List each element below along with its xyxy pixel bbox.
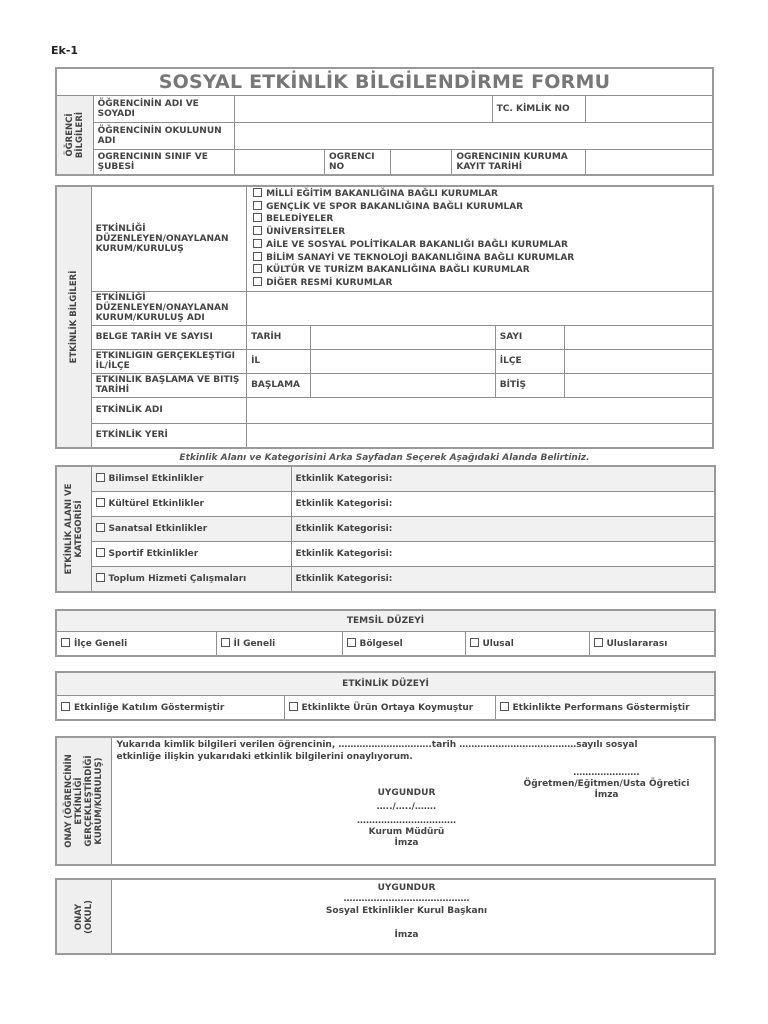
category-field[interactable]: Etkinlik Kategorisi: [291,466,715,491]
checkbox-icon[interactable] [500,702,509,711]
approval-institution-label: ONAY (ÖĞRENCİNİN ETKİNLİĞİ GERÇEKLEŞTİRDİĞİ KURUM/KURULUŞ) [56,737,111,865]
director-name-dots[interactable]: …………………………… [357,816,456,826]
registration-date-label: OGRENCININ KURUMA KAYIT TARİHİ [452,149,586,175]
checkbox-icon[interactable] [253,188,262,197]
checkbox-icon[interactable] [96,523,105,532]
number-label: SAYI [495,325,564,349]
school-name-label: ÖĞRENCİNİN OKULUNUN ADI [93,122,234,149]
checkbox-icon[interactable] [61,702,70,711]
organizer-options [247,186,713,291]
document-label: BELGE TARİH VE SAYISI [91,325,246,349]
period-label: ETKINLIK BAŞLAMA VE BITIŞ TARİHİ [91,373,246,397]
student-no-label: OGRENCI NO [325,149,391,175]
approval-school-label: ONAY (OKUL) [56,879,111,954]
checkbox-icon[interactable] [253,239,262,248]
class-field[interactable] [234,149,324,175]
representation-table [55,609,716,657]
activity-venue-field[interactable] [247,423,713,448]
checkbox-icon[interactable] [347,638,356,647]
organizer-option[interactable]: AİLE VE SOSYAL POLİTİKALAR BAKANLIĞI BAĞLI KURUMLAR [253,239,706,252]
organizer-name-field[interactable] [247,291,713,325]
category-field[interactable]: Etkinlik Kategorisi: [291,566,715,592]
teacher-name-dots[interactable]: …………………. [573,768,640,778]
checkbox-icon[interactable] [253,226,262,235]
checkbox-icon[interactable] [470,638,479,647]
category-section-label: ETKİNLİK ALANI VE KATEGORİSİ [56,466,91,592]
approval-school-body [111,879,715,954]
student-no-field[interactable] [390,149,452,175]
tc-field[interactable] [586,95,713,122]
activity-name-label: ETKİNLİK ADI [91,397,246,423]
checkbox-icon[interactable] [253,252,262,261]
approval-text-line1: Yukarıda kimlik bilgileri verilen öğrencinin, ………………………….tarih …………………………………sayılı sosyal [116,740,638,750]
approval-institution-body [111,737,715,865]
area-option[interactable]: Toplum Hizmeti Çalışmaları [91,566,291,592]
place-label: ETKINLIGIN GERÇEKLEŞTIGI İL/İLÇE [91,349,246,373]
area-option[interactable]: Kültürel Etkinlikler [91,491,291,516]
checkbox-icon[interactable] [253,277,262,286]
approval-date-dots[interactable]: …../…../……. [376,802,437,812]
organizer-option[interactable]: MİLLİ EĞİTİM BAKANLIĞINA BAĞLI KURUMLAR [253,188,706,201]
approval-school-table [55,878,716,955]
board-signature-label: İmza [394,930,419,940]
checkbox-icon[interactable] [221,638,230,647]
level-option[interactable]: Etkinlikte Ürün Ortaya Koymuştur [284,695,495,720]
student-name-field[interactable] [234,95,492,122]
organizer-option[interactable]: KÜLTÜR VE TURİZM BAKANLIĞINA BAĞLI KURUMLAR [253,264,706,277]
organizer-option[interactable]: ÜNİVERSİTELER [253,226,706,239]
end-date-field[interactable] [565,373,714,397]
annex-label: Ek-1 [51,44,79,57]
teacher-signature-label: İmza [594,790,619,800]
board-head-title: Sosyal Etkinlikler Kurul Başkanı [325,906,488,916]
organizer-name-label: ETKİNLİĞİ DÜZENLEYEN/ONAYLANAN KURUM/KURULUŞ ADI [91,291,246,325]
checkbox-icon[interactable] [253,201,262,210]
document-date-field[interactable] [311,325,496,349]
director-signature-label: İmza [394,838,419,848]
representation-option[interactable]: Ulusal [465,631,589,656]
level-option[interactable]: Etkinlikte Performans Göstermiştir [495,695,715,720]
il-label: İL [247,349,311,373]
level-title: ETKİNLİK DÜZEYİ [56,672,715,695]
area-option[interactable]: Sportif Etkinlikler [91,541,291,566]
organizer-option[interactable]: DİĞER RESMİ KURUMLAR [253,277,706,290]
checkbox-icon[interactable] [253,213,262,222]
checkbox-icon[interactable] [289,702,298,711]
category-field[interactable]: Etkinlik Kategorisi: [291,541,715,566]
organizer-option[interactable]: BELEDİYELER [253,213,706,226]
level-option[interactable]: Etkinliğe Katılım Göstermiştir [56,695,284,720]
start-date-field[interactable] [311,373,496,397]
organizer-label: ETKİNLİĞİ DÜZENLEYEN/ONAYLANAN KURUM/KURULUŞ [91,186,246,291]
student-section-label: ÖĞRENCİ BİLGİLERİ [56,95,93,175]
approval-text-line2: etkinliğe ilişkin yukarıdaki etkinlik bilgilerini onaylıyorum. [116,752,413,762]
category-table [55,465,716,593]
checkbox-icon[interactable] [61,638,70,647]
activity-section-label: ETKİNLİK BİLGİLERİ [56,186,91,448]
date-label: TARİH [247,325,311,349]
class-label: OGRENCININ SINIF VE ŞUBESİ [93,149,234,175]
activity-name-field[interactable] [247,397,713,423]
student-name-label: ÖĞRENCİNİN ADI VE SOYADI [93,95,234,122]
representation-option[interactable]: İlçe Geneli [56,631,216,656]
teacher-title: Öğretmen/Eğitmen/Usta Öğretici [523,779,690,789]
activity-info-table [55,185,714,449]
representation-option[interactable]: İl Geneli [216,631,342,656]
ilce-label: İLÇE [495,349,564,373]
organizer-option[interactable]: BİLİM SANAYİ VE TEKNOLOJİ BAKANLIĞINA BAĞLI KURUMLAR [253,252,706,265]
il-field[interactable] [311,349,496,373]
tc-label: TC. KİMLİK NO [492,95,585,122]
organizer-option[interactable]: GENÇLİK VE SPOR BAKANLIĞINA BAĞLI KURUMLAR [253,201,706,214]
ilce-field[interactable] [565,349,714,373]
school-uygundur-label: UYGUNDUR [377,883,436,893]
checkbox-icon[interactable] [96,573,105,582]
end-label: BİTİŞ [495,373,564,397]
checkbox-icon[interactable] [96,548,105,557]
approval-institution-table [55,736,716,866]
area-option[interactable]: Bilimsel Etkinlikler [91,466,291,491]
checkbox-icon[interactable] [96,498,105,507]
start-label: BAŞLAMA [247,373,311,397]
document-number-field[interactable] [565,325,714,349]
representation-option[interactable]: Uluslararası [589,631,715,656]
director-title: Kurum Müdürü [368,827,445,837]
student-info-table [55,67,714,176]
category-field[interactable]: Etkinlik Kategorisi: [291,516,715,541]
representation-title: TEMSİL DÜZEYİ [56,610,715,631]
checkbox-icon[interactable] [96,473,105,482]
representation-option[interactable]: Bölgesel [342,631,465,656]
category-note: Etkinlik Alanı ve Kategorisini Arka Sayfadan Seçerek Aşağıdaki Alanda Belirtiniz. [179,453,590,463]
form-title: SOSYAL ETKİNLİK BİLGİLENDİRME FORMU [56,68,713,95]
category-field[interactable]: Etkinlik Kategorisi: [291,491,715,516]
board-head-dots[interactable]: …………………………………… [343,894,470,904]
level-table [55,671,716,721]
activity-venue-label: ETKİNLİK YERİ [91,423,246,448]
registration-date-field[interactable] [586,149,713,175]
checkbox-icon[interactable] [253,264,262,273]
school-name-field[interactable] [234,122,713,149]
area-option[interactable]: Sanatsal Etkinlikler [91,516,291,541]
checkbox-icon[interactable] [594,638,603,647]
uygundur-label: UYGUNDUR [377,788,436,798]
